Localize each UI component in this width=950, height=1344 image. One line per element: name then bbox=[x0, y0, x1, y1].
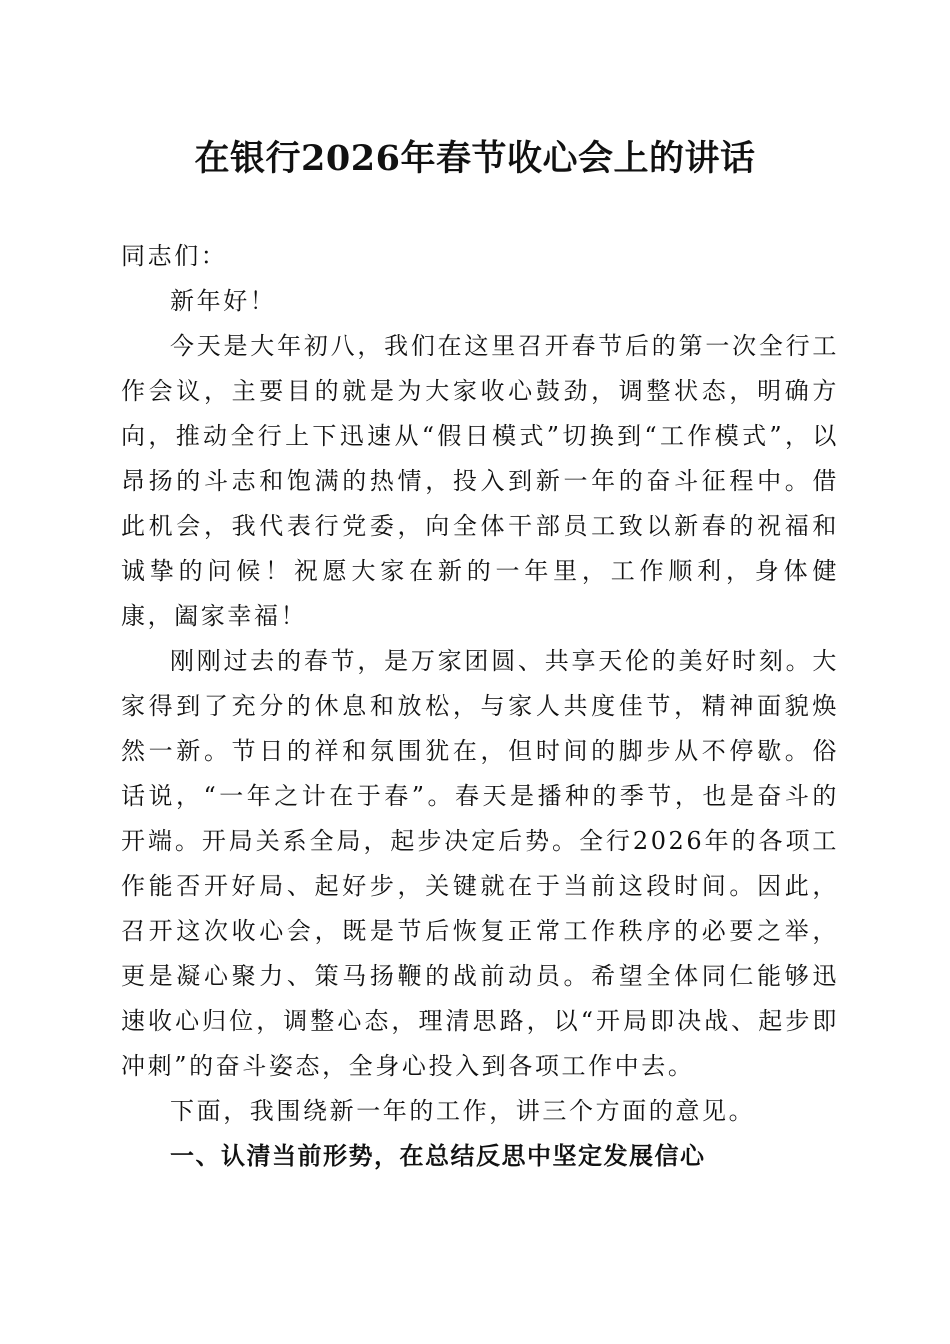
paragraph-outline: 下面，我围绕新一年的工作，讲三个方面的意见。 bbox=[170, 1097, 756, 1125]
paragraph-spring-festival: 刚刚过去的春节，是万家团圆、共享天伦的美好时刻。大家得到了充分的休息和放松，与家人共度佳节，精神面貌焕然一新。节日的祥和氛围犹在，但时间的脚步从不停歇。俗话说，“一年之计在于春”。春天是播种的季节，也是奋斗的开端。开局关系全局，起步决定后势。全行2026年的各项工作能否开好局、起好步，关键就在于当前这段时间。因此，召开这次收心会，既是节后恢复正常工作秩序的必要之举，更是凝心聚力、策马扬鞭的战前动员。希望全体同仁能够迅速收心归位，调整心态，理清思路，以“开局即决战、起步即冲刺”的奋斗姿态，全身心投入到各项工作中去。 bbox=[121, 647, 839, 1080]
paragraph-greeting: 新年好！ bbox=[170, 287, 277, 315]
document-body bbox=[121, 234, 839, 1179]
paragraph-opening: 今天是大年初八，我们在这里召开春节后的第一次全行工作会议，主要目的就是为大家收心鼓劲，调整状态，明确方向，推动全行上下迅速从“假日模式”切换到“工作模式”，以昂扬的斗志和饱满的热情，投入到新一年的奋斗征程中。借此机会，我代表行党委，向全体干部员工致以新春的祝福和诚挚的问候！祝愿大家在新的一年里，工作顺利，身体健康，阖家幸福！ bbox=[121, 332, 839, 630]
document-title: 在银行2026年春节收心会上的讲话 bbox=[194, 138, 756, 179]
section-heading: 一、认清当前形势，在总结反思中坚定发展信心 bbox=[170, 1142, 706, 1170]
salutation: 同志们： bbox=[121, 242, 228, 270]
